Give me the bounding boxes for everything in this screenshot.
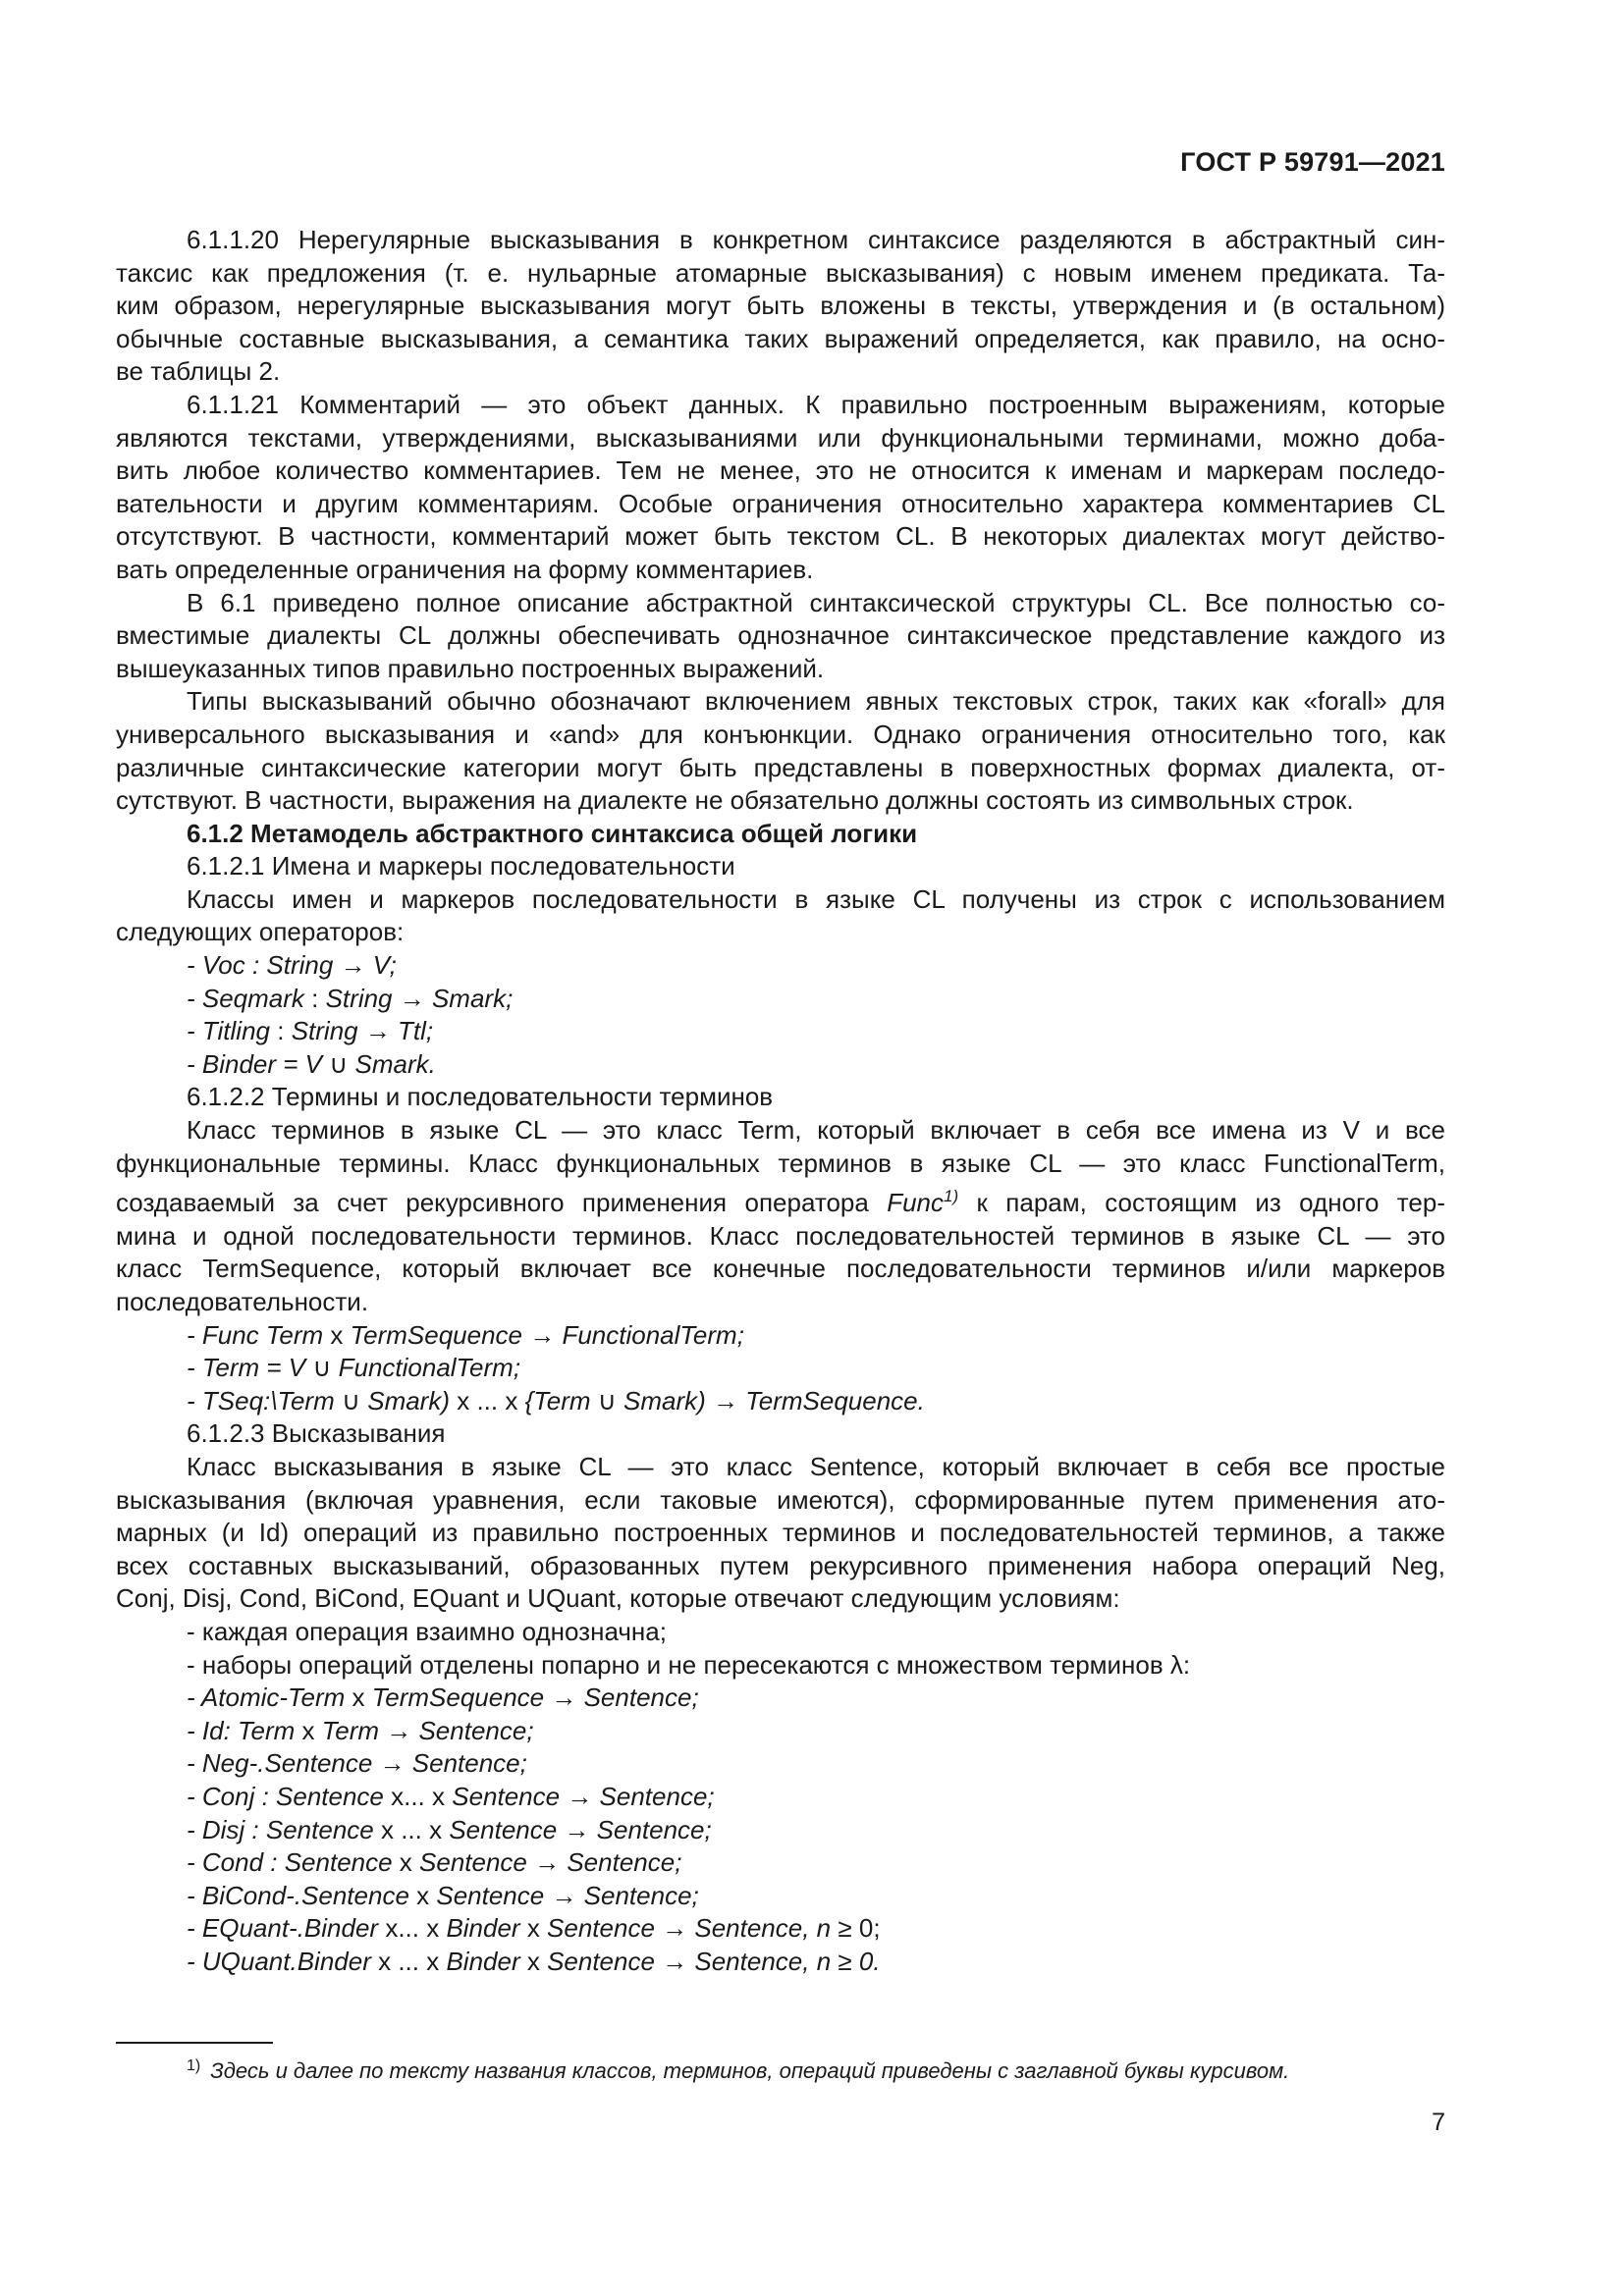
formula-text: - Disj : Sentence xyxy=(187,1814,374,1844)
paragraph-line: сутствуют. В частности, выражения на диалекте не обязательно должны состоять из символьных строк. xyxy=(116,785,1354,816)
formula-text: String → Smark; xyxy=(325,983,514,1013)
formula-operator: x xyxy=(519,1913,548,1944)
paragraph-line: Типы высказываний обычно обозначают включением явных текстовых строк, таких как «forall» для xyxy=(187,686,1445,717)
paragraph-line: ве таблицы 2. xyxy=(116,356,281,387)
text-run: к парам, состоящим из одного тер- xyxy=(958,1188,1445,1218)
condition-item: - каждая операция взаимно однозначна; xyxy=(187,1616,667,1646)
formula-text: Binder xyxy=(446,1913,520,1944)
formula-line xyxy=(116,1946,1445,1979)
func-term: Func xyxy=(887,1188,945,1218)
formula-text: - Conj : Sentence xyxy=(187,1781,384,1811)
formula-operator: x ... x xyxy=(373,1814,450,1844)
paragraph-line: вить любое количество комментариев. Тем не менее, это не относится к именам и маркерам последо- xyxy=(116,455,1445,486)
paragraph-line: вательности и другим комментариям. Особые ограничения относительно характера комментариев CL xyxy=(116,488,1445,518)
formula-text: Sentence → Sentence; xyxy=(452,1781,715,1811)
formula-operator: ∪ xyxy=(590,1385,624,1415)
formula-text: - Neg-.Sentence → Sentence; xyxy=(187,1748,527,1779)
subsection-heading-6-1-2-3: 6.1.2.3 Высказывания xyxy=(187,1418,446,1449)
formula-line xyxy=(116,1880,1445,1913)
formula-line xyxy=(116,1715,1445,1748)
formula-text: Sentence → Sentence; xyxy=(419,1847,682,1878)
paragraph-line: Класс терминов в языке CL — это класс Term, который включает в себя все имена из V и все xyxy=(187,1115,1445,1146)
document-body xyxy=(116,224,1445,1978)
formula-line xyxy=(116,983,1445,1016)
formula-text: Sentence → Sentence, n xyxy=(547,1946,832,1976)
paragraph-line: функциональные термины. Класс функциональных терминов в языке CL — это класс FunctionalTerm, xyxy=(116,1148,1445,1178)
footnote-mark: 1) xyxy=(187,2057,201,2074)
formula-text: - Term = V ∪ FunctionalTerm; xyxy=(187,1353,521,1383)
formula-line xyxy=(116,1319,1445,1353)
formula-operator: x xyxy=(408,1880,437,1910)
paragraph-line: всех составных высказываний, образованных путем рекурсивного применения набора операций Neg, xyxy=(116,1550,1445,1580)
paragraph-line: мина и одной последовательности терминов. Класс последовательностей терминов в языке CL — это xyxy=(116,1220,1445,1251)
footnote-text: Здесь и далее по тексту названия классов, терминов, операций приведены с заглавной буквы курсивом. xyxy=(210,2058,1290,2083)
subsection-heading-6-1-2-1: 6.1.2.1 Имена и маркеры последовательности xyxy=(187,851,735,881)
formula-line xyxy=(116,1385,1445,1418)
formula-operator: x ... x xyxy=(450,1385,525,1415)
paragraph-line: обычные составные высказывания, а семантика таких выражений определяется, как правило, на осно- xyxy=(116,323,1445,353)
formula-text: TermSequence → Sentence; xyxy=(371,1682,699,1713)
paragraph-line xyxy=(116,1180,1445,1220)
formula-line xyxy=(116,949,1445,983)
formula-line xyxy=(116,1846,1445,1880)
formula-text: - EQuant-.Binder xyxy=(187,1913,379,1944)
formula-line xyxy=(116,1781,1445,1814)
formula-text: - Titling xyxy=(187,1016,271,1046)
formula-line xyxy=(116,1814,1445,1847)
document-code-header: ГОСТ Р 59791—2021 xyxy=(1180,147,1445,177)
formula-operator: x ... x xyxy=(370,1946,447,1976)
formula-text: Sentence → Sentence; xyxy=(436,1880,699,1910)
paragraph-line: вместимые диалекты CL должны обеспечивать однозначное синтаксическое представление каждого из xyxy=(116,620,1445,651)
formula-operator: : xyxy=(270,1016,292,1046)
formula-text: 0. xyxy=(858,1946,881,1976)
page-number: 7 xyxy=(1432,2109,1445,2136)
formula-operator: x... x xyxy=(378,1913,447,1944)
formula-line xyxy=(116,1747,1445,1781)
paragraph-line: отсутствуют. В частности, комментарий может быть текстом CL. В некоторых диалектах могут действо- xyxy=(116,521,1445,552)
formula-operator: ≥ 0; xyxy=(831,1913,881,1944)
formula-operator: x... x xyxy=(383,1781,453,1811)
footnote-reference: 1) xyxy=(944,1187,959,1206)
paragraph-line: ким образом, нерегулярные высказывания могут быть вложены в тексты, утверждения и (в остальном) xyxy=(116,291,1445,321)
formula-text: - Atomic-Term xyxy=(187,1682,346,1713)
paragraph-line: различные синтаксические категории могут быть представлены в поверхностных формах диалекта, от- xyxy=(116,752,1445,782)
formula-operator: ≥ xyxy=(831,1946,859,1976)
formula-operator: : xyxy=(303,983,326,1013)
footnote-divider xyxy=(116,2042,273,2044)
paragraph-line: таксис как предложения (т. е. нульарные атомарные высказывания) с новым именем предиката. Та- xyxy=(116,257,1445,288)
formula-text: Sentence → Sentence, n xyxy=(547,1913,832,1944)
formula-operator: x xyxy=(295,1715,322,1745)
formula-text: {Term xyxy=(524,1385,591,1415)
formula-text: - Voc : String → V; xyxy=(187,950,397,981)
paragraph-line: вышеуказанных типов правильно построенных выражений. xyxy=(116,653,825,683)
paragraph-line: 6.1.1.20 Нерегулярные высказывания в конкретном синтаксисе разделяются в абстрактный син- xyxy=(187,225,1445,254)
formula-text: Smark) → TermSequence. xyxy=(623,1385,925,1415)
formula-text: Term → Sentence; xyxy=(321,1715,534,1745)
paragraph-line: последовательности. xyxy=(116,1287,369,1316)
paragraph-line: Класс высказывания в языке CL — это класс Sentence, который включает в себя все простые xyxy=(187,1451,1445,1481)
formula-operator: x xyxy=(345,1682,372,1713)
formula-text: - Binder = V ∪ Smark. xyxy=(187,1048,436,1079)
formula-operator: x xyxy=(392,1847,420,1878)
formula-text: - Cond : Sentence xyxy=(187,1847,393,1878)
formula-operator: x xyxy=(323,1319,351,1350)
formula-line xyxy=(116,1015,1445,1048)
formula-text: - Id: Term xyxy=(187,1715,296,1745)
formula-operator: x xyxy=(519,1946,548,1976)
paragraph-line: высказывания (включая уравнения, если таковые имеются), сформированные путем применения ато- xyxy=(116,1484,1445,1515)
paragraph-line: В 6.1 приведено полное описание абстрактной синтаксической структуры CL. Все полностью со- xyxy=(187,587,1445,617)
formula-text: - TSeq:\Term ∪ Smark) xyxy=(187,1385,450,1415)
paragraph-line: являются текстами, утверждениями, высказываниями или функциональными терминами, можно доба- xyxy=(116,422,1445,453)
formula-line xyxy=(116,1912,1445,1946)
condition-item: - наборы операций отделены попарно и не пересекаются с множеством терминов λ: xyxy=(187,1649,1191,1680)
formula-text: - BiCond-.Sentence xyxy=(187,1880,409,1910)
paragraph-line: вать определенные ограничения на форму комментариев. xyxy=(116,554,814,584)
formula-text: Sentence → Sentence; xyxy=(449,1814,712,1844)
formula-line xyxy=(116,1352,1445,1385)
formula-text: TermSequence → FunctionalTerm; xyxy=(350,1319,744,1350)
paragraph-line: Conj, Disj, Cond, BiCond, EQuant и UQuant, которые отвечают следующим условиям: xyxy=(116,1583,1120,1614)
paragraph-line: класс TermSequence, который включает все конечные последовательности терминов и/или маркеров xyxy=(116,1254,1445,1284)
formula-text: Binder xyxy=(446,1946,520,1976)
footnote xyxy=(187,2057,1289,2084)
formula-text: String → Ttl; xyxy=(291,1016,434,1046)
paragraph-line: следующих операторов: xyxy=(116,917,405,947)
formula-text: - Func Term xyxy=(187,1319,324,1350)
text-run: создаваемый за счет рекурсивного применения оператора xyxy=(116,1188,888,1218)
paragraph-line: марных (и Id) операций из правильно построенных терминов и последовательностей терминов, а также xyxy=(116,1518,1445,1548)
paragraph-line: универсального высказывания и «and» для конъюнкции. Однако ограничения относительно того, как xyxy=(116,719,1445,749)
formula-line xyxy=(116,1682,1445,1715)
formula-line xyxy=(116,1048,1445,1082)
formula-text: - Seqmark xyxy=(187,983,304,1013)
paragraph-line: 6.1.1.21 Комментарий — это объект данных. К правильно построенным выражениям, которые xyxy=(187,389,1445,419)
subsection-heading-6-1-2-2: 6.1.2.2 Термины и последовательности терминов xyxy=(187,1082,774,1112)
section-heading-6-1-2: 6.1.2 Метамодель абстрактного синтаксиса общей логики xyxy=(187,818,918,848)
formula-text: - UQuant.Binder xyxy=(187,1946,371,1976)
paragraph-line: Классы имен и маркеров последовательности в языке CL получены из строк с использованием xyxy=(187,883,1445,914)
